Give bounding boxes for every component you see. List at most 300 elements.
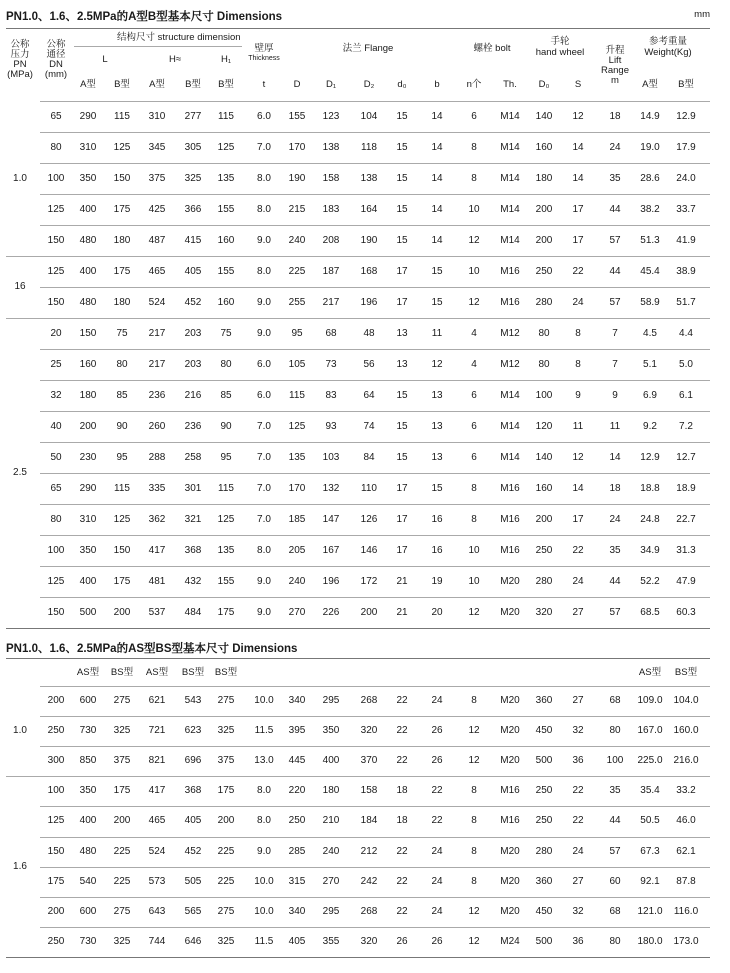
table-cell: 15 (396, 389, 408, 401)
pn-header: PN (13, 59, 27, 70)
h-header: H≈ (168, 54, 182, 65)
table-cell: 15 (396, 141, 408, 153)
table-cell: 366 (184, 203, 202, 215)
table-cell: 80 (538, 327, 550, 339)
table-cell: 60 (609, 875, 621, 887)
table-cell: 217 (148, 358, 166, 370)
table-cell: 175 (113, 785, 131, 797)
table-cell: 167.0 (637, 725, 663, 737)
subheader2-weight: AS型 (638, 667, 662, 678)
row-rule (40, 597, 710, 598)
table-cell: 505 (184, 875, 202, 887)
table2-bottom-rule (6, 957, 710, 958)
table-cell: 216.0 (673, 755, 699, 767)
table-cell: M14 (500, 451, 520, 463)
table-cell: 9 (575, 389, 581, 401)
table-cell: 11 (572, 420, 584, 432)
table-cell: 26 (431, 755, 443, 767)
table-cell: 173.0 (673, 935, 699, 947)
table-cell: 24 (572, 296, 584, 308)
table-cell: 92.1 (640, 875, 660, 887)
row-rule (40, 867, 710, 868)
table1-header-rule (40, 101, 710, 102)
table-cell: 13 (431, 420, 443, 432)
table-cell: 44 (609, 265, 621, 277)
table-cell: 643 (148, 905, 166, 917)
table-cell: 68 (325, 327, 337, 339)
table-cell: 500 (535, 755, 553, 767)
table-cell: 155 (217, 265, 235, 277)
table-cell: 15 (431, 296, 443, 308)
table-cell: 200 (113, 815, 131, 827)
table-cell: 11.5 (254, 935, 274, 947)
table-cell: 84 (363, 451, 375, 463)
table-cell: 405 (288, 935, 306, 947)
table-cell: 190 (288, 172, 306, 184)
table-cell: 121.0 (637, 905, 663, 917)
table-cell: 12 (468, 234, 480, 246)
table-cell: 24.8 (640, 513, 660, 525)
table-cell: 175 (113, 575, 131, 587)
group-rule (6, 256, 710, 257)
table-cell: 258 (184, 451, 202, 463)
table-cell: 12 (468, 905, 480, 917)
table-cell: 200 (360, 606, 378, 618)
h1-header: H₁ (220, 54, 232, 65)
table-cell: M20 (500, 725, 520, 737)
table-cell: 355 (322, 935, 340, 947)
table-cell: 432 (184, 575, 202, 587)
table-cell: 155 (217, 203, 235, 215)
table-cell: 250 (535, 815, 553, 827)
table-cell: 125 (47, 203, 65, 215)
table-cell: 340 (288, 695, 306, 707)
table-cell: 19 (431, 575, 443, 587)
table-cell: 25 (50, 358, 62, 370)
table-cell: 116.0 (673, 905, 699, 917)
table2-header-rule (40, 686, 710, 687)
table-cell: 27 (572, 695, 584, 707)
table-cell: 18.8 (640, 482, 660, 494)
table-cell: 13.0 (254, 755, 274, 767)
table-cell: M16 (500, 482, 520, 494)
table-cell: 93 (325, 420, 337, 432)
subheader-cell: B型 (185, 79, 201, 90)
table-cell: 24 (431, 875, 443, 887)
table-cell: 305 (184, 141, 202, 153)
table-cell: 9.0 (257, 234, 271, 246)
table-cell: M16 (500, 785, 520, 797)
table-cell: 730 (79, 725, 97, 737)
table-cell: 160 (217, 296, 235, 308)
table-cell: 12.9 (676, 110, 696, 122)
table-cell: 34.9 (640, 544, 660, 556)
table-cell: 28.6 (640, 172, 660, 184)
table-cell: 175 (47, 875, 65, 887)
table-cell: 270 (322, 875, 340, 887)
table-cell: 57 (609, 234, 621, 246)
subheader2-weight: BS型 (674, 667, 698, 678)
pn-group-label: 2.5 (13, 467, 27, 478)
table-cell: 125 (47, 265, 65, 277)
table-cell: 350 (322, 725, 340, 737)
table-cell: 80 (538, 358, 550, 370)
table-cell: 147 (322, 513, 340, 525)
table-cell: 275 (217, 695, 235, 707)
table-cell: 240 (288, 575, 306, 587)
table-cell: 24 (609, 513, 621, 525)
table-cell: 109.0 (637, 695, 663, 707)
table-cell: 160 (79, 358, 97, 370)
table-cell: 280 (535, 845, 553, 857)
table-cell: 80 (50, 513, 62, 525)
table-cell: 268 (360, 905, 378, 917)
table-cell: 105 (288, 358, 306, 370)
table-cell: 51.7 (676, 296, 696, 308)
table-cell: 68 (609, 905, 621, 917)
table-cell: 744 (148, 935, 166, 947)
table-cell: 35 (609, 544, 621, 556)
table-cell: 15 (396, 420, 408, 432)
table-cell: 58.9 (640, 296, 660, 308)
table-cell: 150 (47, 845, 65, 857)
table-cell: 7 (612, 358, 618, 370)
subheader2-cell: BS型 (110, 667, 134, 678)
table-cell: 135 (217, 544, 235, 556)
table-cell: 14 (431, 141, 443, 153)
table-cell: 22 (572, 265, 584, 277)
table-cell: 19.0 (640, 141, 660, 153)
table-cell: 6 (471, 389, 477, 401)
table-cell: 196 (322, 575, 340, 587)
table-cell: 400 (322, 755, 340, 767)
row-rule (40, 442, 710, 443)
table-cell: 12 (468, 725, 480, 737)
table-cell: 212 (360, 845, 378, 857)
table-cell: 13 (396, 327, 408, 339)
table-cell: 51.3 (640, 234, 660, 246)
table-cell: 155 (217, 575, 235, 587)
table-cell: 26 (396, 935, 408, 947)
table-cell: 35.4 (640, 785, 660, 797)
row-rule (40, 504, 710, 505)
table-cell: 26 (431, 935, 443, 947)
table-cell: 242 (360, 875, 378, 887)
table-cell: 100 (47, 785, 65, 797)
table-cell: 280 (535, 575, 553, 587)
table-cell: 217 (148, 327, 166, 339)
table-cell: M12 (500, 358, 520, 370)
table-cell: 15 (431, 482, 443, 494)
table-cell: 345 (148, 141, 166, 153)
table-cell: 60.3 (676, 606, 696, 618)
table-cell: 368 (184, 544, 202, 556)
table-cell: M20 (500, 695, 520, 707)
table-cell: 250 (288, 815, 306, 827)
pn-group-label: 1.0 (13, 725, 27, 737)
table-cell: 180 (113, 296, 131, 308)
table-cell: 17.9 (676, 141, 696, 153)
table-cell: 140 (535, 451, 553, 463)
table-cell: 18 (609, 482, 621, 494)
table-cell: 18 (609, 110, 621, 122)
dn-header: DN (49, 59, 63, 70)
table-cell: 215 (288, 203, 306, 215)
table-cell: 480 (79, 845, 97, 857)
table-cell: 57 (609, 296, 621, 308)
table-cell: 500 (535, 935, 553, 947)
table-cell: 83 (325, 389, 337, 401)
subheader-cell: A型 (80, 79, 96, 90)
table-cell: 135 (217, 172, 235, 184)
table-cell: 9.0 (257, 845, 271, 857)
table-cell: 187 (322, 265, 340, 277)
table-cell: 646 (184, 935, 202, 947)
table-cell: 821 (148, 755, 166, 767)
table-cell: 12 (468, 935, 480, 947)
table-cell: 158 (360, 785, 378, 797)
table-cell: 8 (575, 327, 581, 339)
row-rule (40, 535, 710, 536)
table-cell: 225 (113, 845, 131, 857)
table-cell: 8 (471, 845, 477, 857)
table-cell: 150 (79, 327, 97, 339)
row-rule (40, 380, 710, 381)
subheader-cell: A型 (642, 79, 658, 90)
table-cell: 183 (322, 203, 340, 215)
table-cell: 100 (606, 755, 624, 767)
row-rule (40, 566, 710, 567)
table-cell: 325 (217, 725, 235, 737)
table-cell: 24 (609, 141, 621, 153)
table-cell: 6 (471, 451, 477, 463)
table-cell: M16 (500, 265, 520, 277)
table-cell: 321 (184, 513, 202, 525)
table-cell: 175 (113, 265, 131, 277)
table-cell: 22 (396, 725, 408, 737)
table-cell: 600 (79, 695, 97, 707)
table-cell: 123 (322, 110, 340, 122)
weight-en-header: Weight(Kg) (644, 47, 692, 58)
table-cell: 4.5 (643, 327, 657, 339)
table-cell: 175 (217, 785, 235, 797)
table-cell: 38.2 (640, 203, 660, 215)
table-cell: 24.0 (676, 172, 696, 184)
table-cell: 400 (79, 265, 97, 277)
table-cell: 24 (572, 575, 584, 587)
table-cell: 10 (468, 203, 480, 215)
table-cell: 36 (572, 935, 584, 947)
table-cell: 452 (184, 845, 202, 857)
table-cell: 14 (431, 234, 443, 246)
table-cell: 537 (148, 606, 166, 618)
table-cell: 104.0 (673, 695, 699, 707)
table-cell: M12 (500, 327, 520, 339)
table-cell: 33.2 (676, 785, 696, 797)
table-cell: 64 (363, 389, 375, 401)
table-cell: 56 (363, 358, 375, 370)
table-cell: 340 (288, 905, 306, 917)
table-cell: 350 (79, 172, 97, 184)
table-cell: 164 (360, 203, 378, 215)
table-cell: 14 (431, 172, 443, 184)
table-cell: 172 (360, 575, 378, 587)
table-cell: 10.0 (254, 875, 274, 887)
table-cell: 405 (184, 265, 202, 277)
table-cell: 17 (572, 203, 584, 215)
table-cell: 524 (148, 296, 166, 308)
subheader-cell: B型 (218, 79, 234, 90)
table-cell: 27 (572, 875, 584, 887)
table-cell: 450 (535, 905, 553, 917)
table-cell: 35 (609, 172, 621, 184)
dn-header: (mm) (44, 69, 68, 80)
table-cell: 14 (572, 172, 584, 184)
group-rule (6, 318, 710, 319)
table-cell: 730 (79, 935, 97, 947)
table-cell: 14.9 (640, 110, 660, 122)
table-cell: 7 (612, 327, 618, 339)
table-cell: 277 (184, 110, 202, 122)
table-cell: 8 (575, 358, 581, 370)
table-cell: 13 (431, 451, 443, 463)
table-cell: 67.3 (640, 845, 660, 857)
table-cell: 150 (47, 296, 65, 308)
table-cell: 17 (396, 513, 408, 525)
table-cell: 75 (220, 327, 232, 339)
table-cell: 12 (468, 755, 480, 767)
table-cell: 375 (217, 755, 235, 767)
table-cell: 38.9 (676, 265, 696, 277)
table-cell: 290 (79, 110, 97, 122)
table-cell: 14 (431, 203, 443, 215)
table-cell: 9.2 (643, 420, 657, 432)
table1-top-rule (6, 28, 710, 29)
table-cell: 250 (535, 785, 553, 797)
subheader-cell: D₂ (363, 79, 375, 90)
table-cell: M16 (500, 513, 520, 525)
table-cell: 17 (396, 296, 408, 308)
table-cell: 22 (396, 755, 408, 767)
table-cell: 33.7 (676, 203, 696, 215)
row-rule (40, 163, 710, 164)
table-cell: 7.2 (679, 420, 693, 432)
table-cell: 268 (360, 695, 378, 707)
subheader-cell: b (434, 79, 440, 90)
table-cell: 696 (184, 755, 202, 767)
table-cell: 250 (47, 935, 65, 947)
subheader-cell: B型 (114, 79, 130, 90)
table-cell: 150 (47, 606, 65, 618)
table-cell: 168 (360, 265, 378, 277)
table-cell: 22 (396, 695, 408, 707)
table-cell: 103 (322, 451, 340, 463)
table-cell: 110 (361, 482, 377, 494)
table-cell: 48 (363, 327, 375, 339)
table-cell: 250 (535, 265, 553, 277)
table-cell: M20 (500, 606, 520, 618)
table-cell: 22 (396, 875, 408, 887)
row-rule (40, 225, 710, 226)
table-cell: 15 (396, 451, 408, 463)
table-cell: 290 (79, 482, 97, 494)
table-cell: M20 (500, 575, 520, 587)
row-rule (40, 837, 710, 838)
table-cell: 240 (322, 845, 340, 857)
table-cell: 7.0 (257, 513, 271, 525)
table-cell: 125 (217, 513, 235, 525)
table-cell: 11.5 (254, 725, 274, 737)
table-cell: 8 (471, 482, 477, 494)
table-cell: 484 (184, 606, 202, 618)
table-cell: 15 (396, 234, 408, 246)
table-cell: 11 (431, 327, 443, 339)
table-cell: 146 (360, 544, 378, 556)
table-cell: 8 (471, 172, 477, 184)
dn-header: 通径 (46, 49, 66, 60)
table-cell: 90 (116, 420, 128, 432)
row-rule (40, 411, 710, 412)
table-cell: 8.0 (257, 203, 271, 215)
table-cell: 20 (50, 327, 62, 339)
table-cell: 8.0 (257, 265, 271, 277)
table-cell: 185 (288, 513, 306, 525)
table-cell: 225 (217, 845, 235, 857)
table-cell: 175 (217, 606, 235, 618)
table-cell: 32 (572, 905, 584, 917)
table-cell: 250 (47, 725, 65, 737)
table-cell: 6.1 (679, 389, 693, 401)
table-cell: 13 (396, 358, 408, 370)
table-cell: 524 (148, 845, 166, 857)
table-cell: 9.0 (257, 606, 271, 618)
subheader-cell: B型 (678, 79, 694, 90)
table-cell: M24 (500, 935, 520, 947)
table-cell: 621 (148, 695, 166, 707)
table-cell: 425 (148, 203, 166, 215)
table-cell: 115 (218, 110, 234, 122)
table-cell: 10 (468, 265, 480, 277)
table-cell: 4 (471, 327, 477, 339)
table-cell: 35 (609, 785, 621, 797)
table-cell: 95 (116, 451, 128, 463)
table-cell: 24 (431, 905, 443, 917)
table-cell: 405 (184, 815, 202, 827)
table-cell: 200 (47, 695, 65, 707)
unit-label: mm (694, 9, 710, 20)
table-cell: 32 (50, 389, 62, 401)
table-cell: 255 (288, 296, 306, 308)
table-cell: 17 (396, 544, 408, 556)
table-cell: 80 (609, 725, 621, 737)
table-cell: 104 (360, 110, 378, 122)
table-cell: 125 (288, 420, 306, 432)
structure-underline (74, 46, 242, 47)
table-cell: 310 (79, 141, 97, 153)
table-cell: 46.0 (676, 815, 696, 827)
table-cell: 445 (288, 755, 306, 767)
table-cell: 335 (148, 482, 166, 494)
table-cell: M14 (500, 110, 520, 122)
table-cell: 57 (609, 606, 621, 618)
table-cell: 12 (468, 296, 480, 308)
table-cell: 225.0 (637, 755, 663, 767)
table-cell: 17 (572, 234, 584, 246)
table-cell: 275 (113, 905, 131, 917)
table-cell: 138 (322, 141, 340, 153)
table-cell: 160 (217, 234, 235, 246)
table-cell: 5.1 (643, 358, 657, 370)
